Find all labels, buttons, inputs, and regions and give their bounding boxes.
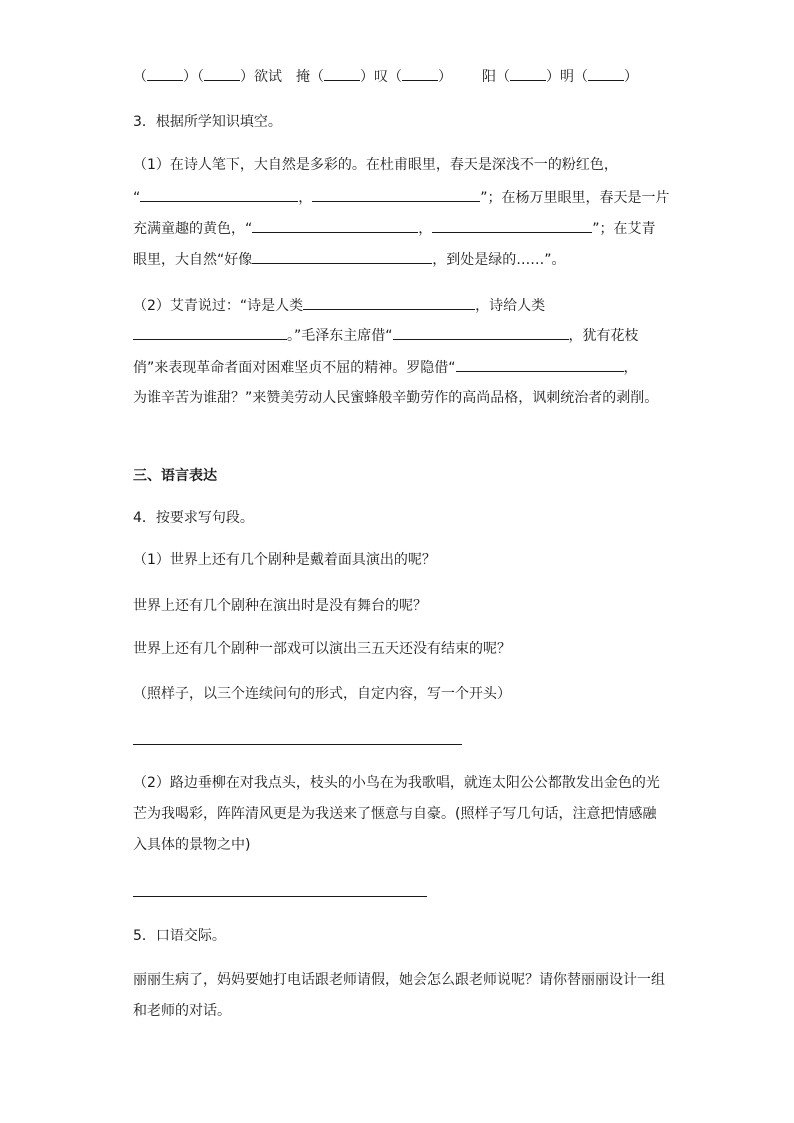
idiom-text: ）叹（: [360, 69, 402, 85]
idiom-fill-row: [133, 66, 638, 86]
answer-blank[interactable]: [204, 66, 240, 81]
question-3-part1-line2: “ ， ”；在杨万里眼里，春天是一片: [133, 187, 670, 207]
question-3-part2-line4: 为谁辛苦为谁甜？”来赞美劳动人民蜜蜂般辛勤劳作的高尚品格，讽刺统治者的剥削。: [133, 390, 659, 406]
answer-blank[interactable]: [393, 325, 569, 340]
question-3-part1-line1: （1）在诗人笔下，大自然是多彩的。在杜甫眼里，春天是深浅不一的粉红色，: [133, 157, 618, 173]
paren-text: （: [133, 69, 147, 85]
answer-blank[interactable]: [510, 66, 546, 81]
answer-blank[interactable]: [303, 295, 475, 310]
question-3-part1-line4: 眼里，大自然“好像 ，到处是绿的……”。: [133, 249, 566, 269]
question-4-part1-line3: 世界上还有几个剧种一部戏可以演出三五天还没有结束的呢？: [133, 641, 511, 657]
answer-blank[interactable]: [432, 218, 592, 233]
idiom-text: ）明（: [546, 69, 588, 85]
answer-line[interactable]: [133, 744, 462, 745]
section-heading: 三、语言表达: [133, 468, 217, 484]
question-3-part2-line2: 。”毛泽东主席借“ ，犹有花枝: [133, 325, 639, 345]
idiom-text: 掩（: [296, 69, 324, 85]
answer-blank[interactable]: [324, 66, 360, 81]
question-4-part1-line1: （1）世界上还有几个剧种是戴着面具演出的呢？: [133, 552, 436, 568]
idiom-text: ）欲试: [240, 69, 282, 85]
question-3-part1-line3: 充满童趣的黄色，“ ， ”；在艾青: [133, 218, 656, 238]
question-4-part2-line1: （2）路边垂柳在对我点头，枝头的小鸟在为我歌唱，就连太阳公公都散发出金色的光: [133, 775, 660, 791]
question-5-line2: 和老师的对话。: [133, 1003, 231, 1019]
answer-blank[interactable]: [140, 187, 298, 202]
question-5-line1: 丽丽生病了，妈妈要她打电话跟老师请假，她会怎么跟老师说呢？请你替丽丽设计一组: [133, 972, 665, 988]
answer-line[interactable]: [133, 896, 427, 897]
question-4-part2-line3: 入具体的景物之中): [133, 837, 251, 853]
question-3-part2-line1: （2）艾青说过：“诗是人类 ，诗给人类: [133, 295, 545, 315]
answer-blank[interactable]: [252, 218, 418, 233]
question-3-part2-line3: 俏”来表现革命者面对困难坚贞不屈的精神。罗隐借“ ，: [133, 357, 638, 377]
answer-blank[interactable]: [252, 249, 432, 264]
paren-text: ）: [438, 69, 452, 85]
paren-text: ）（: [183, 69, 204, 85]
answer-blank[interactable]: [133, 325, 287, 340]
question-5-title: 5．口语交际。: [133, 928, 226, 944]
idiom-text: 阳（: [482, 69, 510, 85]
answer-blank[interactable]: [147, 66, 183, 81]
question-4-title: 4．按要求写句段。: [133, 510, 254, 526]
question-4-part1-line4: （照样子，以三个连续问句的形式，自定内容，写一个开头）: [133, 686, 511, 702]
answer-blank[interactable]: [588, 66, 624, 81]
question-3-title: 3．根据所学知识填空。: [133, 114, 282, 130]
answer-blank[interactable]: [402, 66, 438, 81]
answer-blank[interactable]: [312, 187, 480, 202]
answer-blank[interactable]: [456, 357, 624, 372]
paren-text: ）: [624, 69, 638, 85]
question-4-part1-line2: 世界上还有几个剧种在演出时是没有舞台的呢？: [133, 598, 427, 614]
question-4-part2-line2: 芒为我喝彩，阵阵清风更是为我送来了惬意与自豪。(照样子写几句话，注意把情感融: [133, 806, 657, 822]
